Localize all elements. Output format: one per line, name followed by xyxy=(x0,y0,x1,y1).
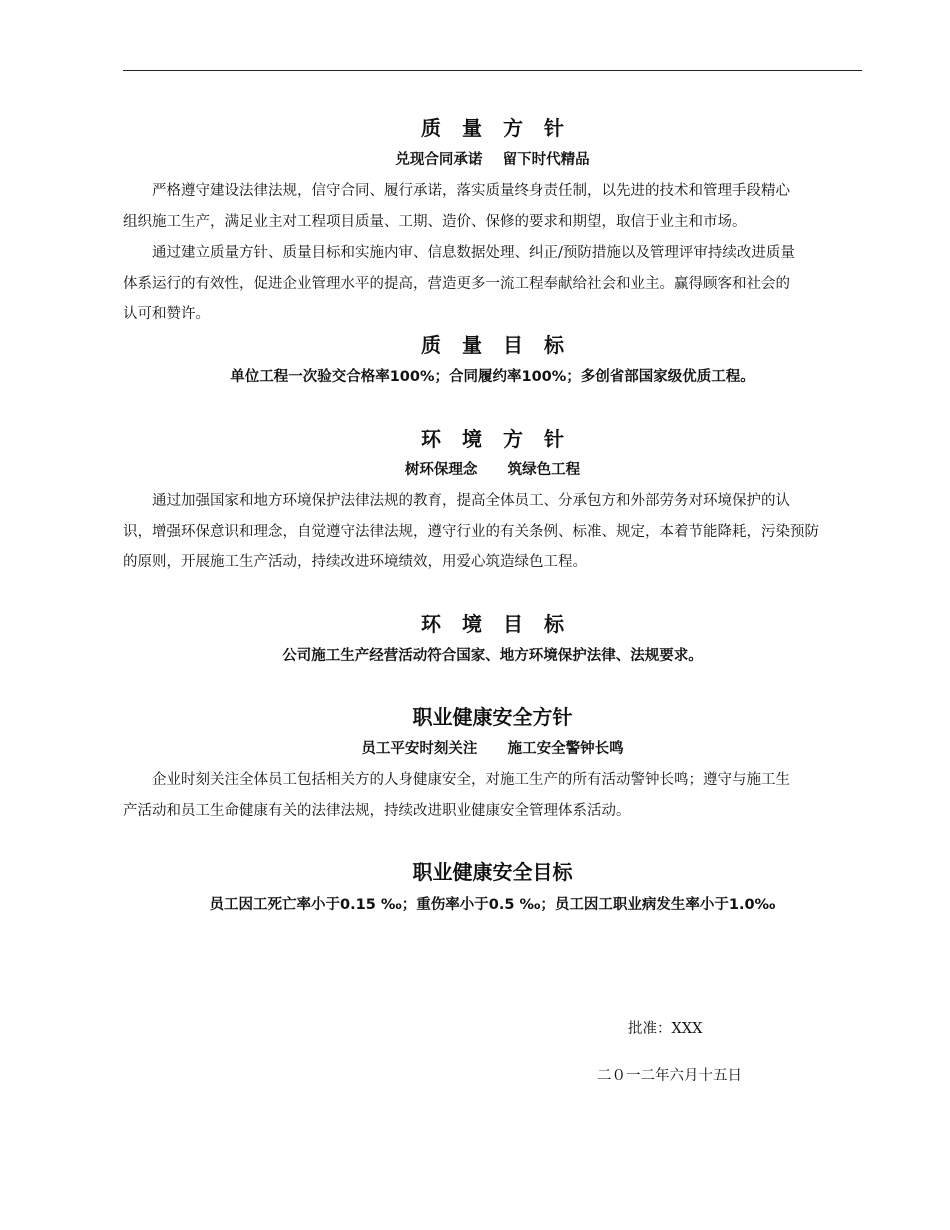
quality-objective-title: 质量目标 xyxy=(421,333,585,357)
paragraph-line: 通过建立质量方针、质量目标和实施内审、信息数据处理、纠正/预防措施以及管理评审持续改进质量 xyxy=(152,245,795,261)
ohs-policy-title: 职业健康安全方针 xyxy=(412,705,573,729)
paragraph-line: 产活动和员工生命健康有关的法律法规，持续改进职业健康安全管理体系活动。 xyxy=(123,802,631,819)
environment-policy-paragraph xyxy=(123,486,862,578)
paragraph-line: 体系运行的有效性，促进企业管理水平的提高，营造更多一流工程奉献给社会和业主。赢得顾客和社会的 xyxy=(123,275,790,292)
paragraph-line: 企业时刻关注全体员工包括相关方的人身健康安全，对施工生产的所有活动警钟长鸣；遵守与施工生 xyxy=(152,772,790,788)
quality-policy-slogan: 兑现合同承诺 留下时代精品 xyxy=(395,152,590,168)
header-rule xyxy=(123,70,862,71)
ohs-policy-slogan: 员工平安时刻关注 施工安全警钟长鸣 xyxy=(361,741,624,757)
quality-objective-text: 单位工程一次验交合格率100%；合同履约率100%；多创省部国家级优质工程。 xyxy=(230,369,755,385)
ohs-objective-text: 员工因工死亡率小于0.15 ‰；重伤率小于0.5 ‰；员工因工职业病发生率小于1.0‰ xyxy=(209,897,776,913)
paragraph-line: 组织施工生产，满足业主对工程项目质量、工期、造价、保修的要求和期望，取信于业主和市场。 xyxy=(123,213,747,230)
paragraph-line: 的原则，开展施工生产活动，持续改进环境绩效，用爱心筑造绿色工程。 xyxy=(123,554,587,570)
paragraph-line: 识，增强环保意识和理念，自觉遵守法律法规，遵守行业的有关条例、标准、规定，本着节能降耗，污染预防 xyxy=(123,523,819,540)
environment-objective-title: 环境目标 xyxy=(421,612,585,636)
environment-policy-slogan: 树环保理念 筑绿色工程 xyxy=(404,462,581,478)
quality-policy-paragraph-1 xyxy=(123,176,862,237)
environment-policy-title: 环境方针 xyxy=(421,427,585,451)
document-date: 二０一二年六月十五日 xyxy=(597,1068,742,1084)
environment-objective-text: 公司施工生产经营活动符合国家、地方环境保护法律、法规要求。 xyxy=(282,648,703,664)
quality-policy-paragraph-2 xyxy=(123,238,862,330)
quality-policy-title: 质量方针 xyxy=(421,116,585,140)
ohs-objective-title: 职业健康安全目标 xyxy=(412,860,573,884)
paragraph-line: 通过加强国家和地方环境保护法律法规的教育，提高全体员工、分承包方和外部劳务对环境保护的认 xyxy=(152,493,790,509)
approval-line: 批准：XXX xyxy=(628,1021,703,1037)
ohs-policy-paragraph xyxy=(123,765,862,826)
paragraph-line: 认可和赞许。 xyxy=(123,306,210,322)
paragraph-line: 严格遵守建设法律法规，信守合同、履行承诺，落实质量终身责任制，以先进的技术和管理手段精心 xyxy=(152,183,790,199)
